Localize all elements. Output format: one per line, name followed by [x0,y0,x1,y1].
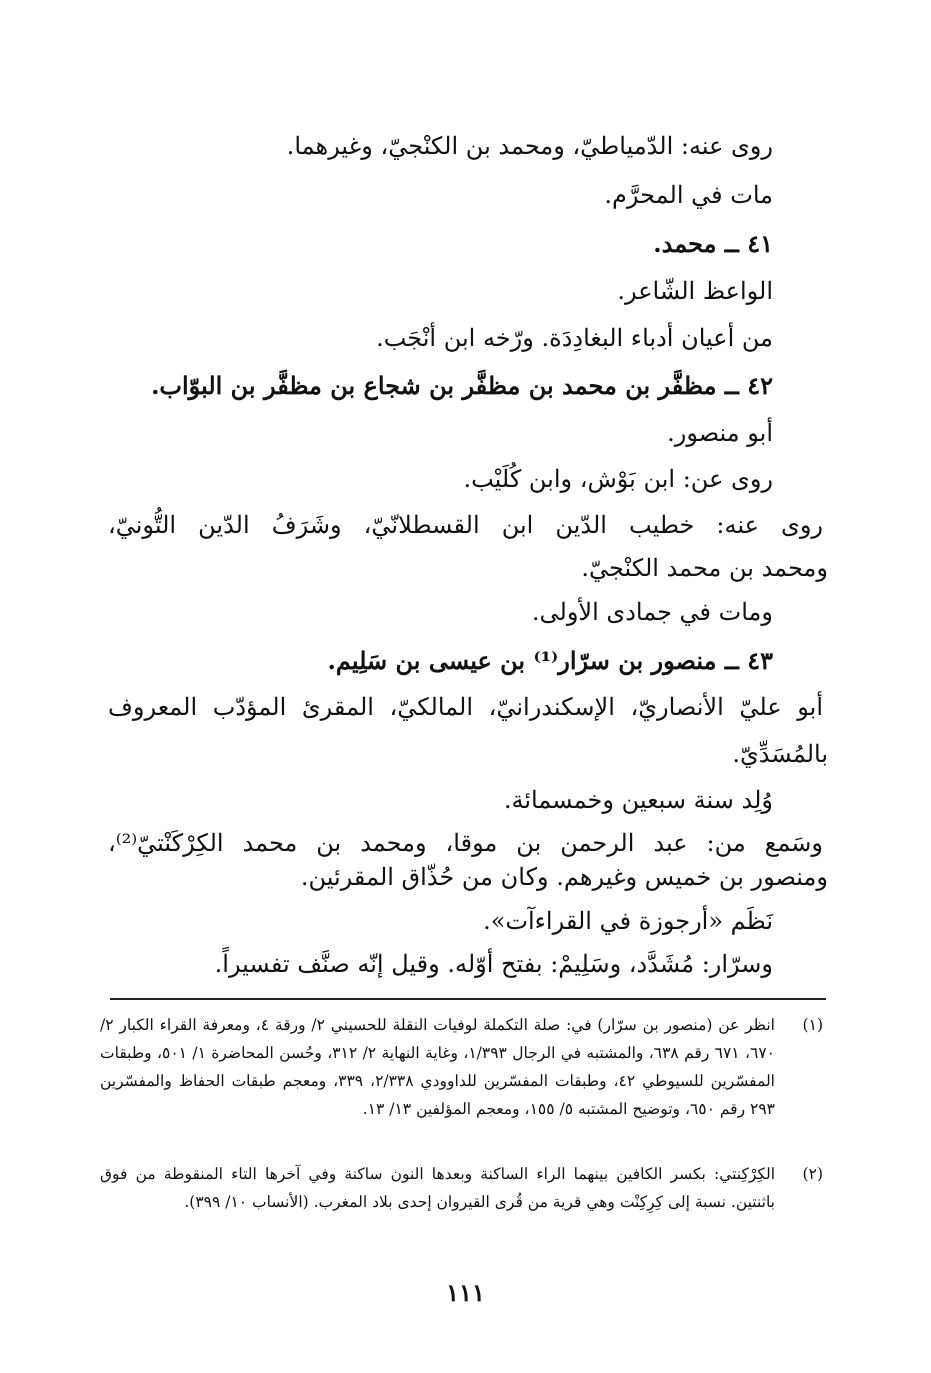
text-line: روى عن: ابن بَوْش، وابن كُلَيْب. [463,465,773,493]
page-number: ١١١ [446,1278,485,1307]
text-line: بالمُسَدِّيّ. [732,740,828,768]
text-line: مات في المحرَّم. [604,181,773,209]
text-line: وسرّار: مُشَدَّد، وسَلِيمْ: بفتح أوّله. وقيل إنّه صنَّف تفسيراً. [214,950,773,978]
text-line: ومات في جمادى الأولى. [531,598,773,626]
footnote [100,1160,823,1216]
text-line: وُلِد سنة سبعين وخمسمائة. [503,786,773,814]
text-line: الواعظ الشّاعر. [617,277,773,305]
footnote [100,1011,823,1123]
footnote-divider [110,998,826,1000]
footnote-text: الكِرْكِنتي: بكسر الكافين بينهما الراء الساكنة وبعدها النون ساكنة وفي آخرها التاء المنقوطة من فوق باثنتين. نسبة إلى كِرِكِنْت وهي قرية من قُرى القيروان إحدى بلاد المغرب. (الأنساب ١٠/ ٣٩٩). [100,1165,775,1211]
entry-heading: ٤٣ ــ منصور بن سرّار⁽¹⁾ بن عيسى بن سَلِيم. [327,646,773,675]
footnote-text: انظر عن (منصور بن سرّار) في: صلة التكملة لوفيات النقلة للحسيني ٢/ ورقة ٤، ومعرفة القراء الكبار ٢/ ٦٧٠، ٦٧١ رقم ٦٣٨، والمشتبه في الرجال ١/٣٩٣، وغاية النهاية ٢/ ٣١٢، وحُسن المحاضرة ١/ ٥٠١، وطبقات المفسّرين للسيوطي ٤٢، وطبقات المفسّرين للداوودي ٢/٣٣٨، ٣٣٩، ومعجم طبقات الحفاظ والمفسّرين ٢٩٣ رقم ٦٥٠، وتوضيح المشتبه ٥/ ١٥٥، ومعجم المؤلفين ١٣/ ١٣. [100,1016,775,1118]
text-line: ومنصور بن خميس وغيرهم. وكان من حُذّاق المقرئين. [300,863,828,891]
entry-heading: ٤١ ــ محمد. [653,229,773,258]
footnote-number: (١) [802,1016,823,1034]
text-line: روى عنه: الدّمياطيّ، ومحمد بن الكنْجيّ، وغيرهما. [286,132,773,160]
footnote-number: (٢) [802,1165,823,1183]
text-line: نَظَم «أرجوزة في القراءآت». [483,907,773,935]
text-line: ومحمد بن محمد الكنْجيّ. [581,554,828,582]
text-line: وسَمع من: عبد الرحمن بن موقا، ومحمد بن محمد الكِرْكَنْتيّ⁽²⁾، [108,829,823,857]
entry-heading: ٤٢ ــ مظفَّر بن محمد بن مظفَّر بن شجاع بن مظفَّر بن البوّاب. [151,371,773,400]
text-line: أبو منصور. [667,419,773,447]
text-line: من أعيان أدباء البغادِدَة. ورّخه ابن أنْجَب. [376,324,773,352]
text-line: أبو عليّ الأنصاريّ، الإسكندرانيّ، المالكيّ، المقرئ المؤدّب المعروف [108,693,823,721]
text-line: روى عنه: خطيب الدّين ابن القسطلانّيّ، وشَرَفُ الدّين التُّونيّ، [108,511,823,539]
